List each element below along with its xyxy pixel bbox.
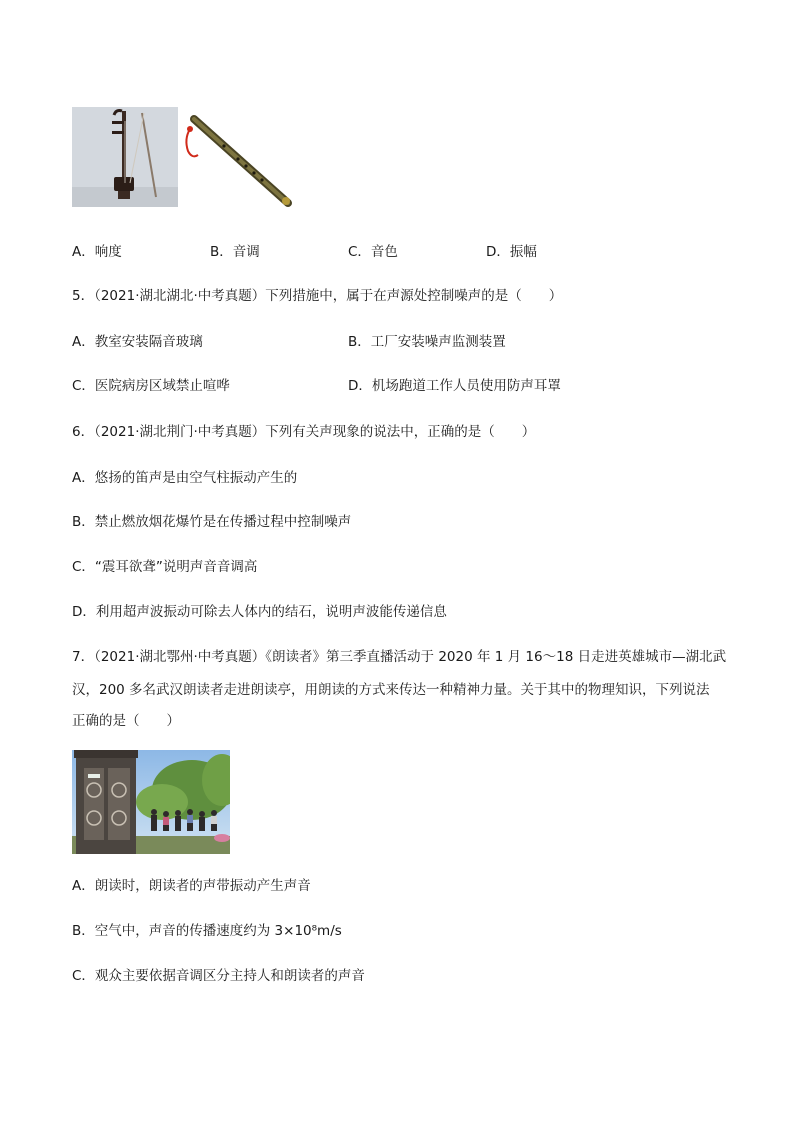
erhu-image [72, 107, 178, 207]
q5-option-b: B．工厂安装噪声监测装置 [348, 334, 506, 350]
q4-option-d: D．振幅 [486, 244, 537, 260]
q6-option-c: C．“震耳欲聋”说明声音音调高 [72, 559, 258, 575]
flute-illustration [180, 107, 294, 207]
q7-stem-line-1: 7．（2021·湖北鄂州·中考真题）《朗读者》第三季直播活动于 2020 年 1 月 16～18 日走进英雄城市—湖北武 [72, 649, 727, 665]
q5-option-c: C．医院病房区域禁止喧哗 [72, 378, 230, 394]
q7-option-a: A．朗读时，朗读者的声带振动产生声音 [72, 878, 311, 894]
q7-option-b: B．空气中，声音的传播速度约为 3×10⁸m/s [72, 923, 342, 939]
q5-option-a: A．教室安装隔音玻璃 [72, 334, 203, 350]
q6-option-d: D．利用超声波振动可除去人体内的结石，说明声波能传递信息 [72, 604, 447, 620]
reading-booth-image [72, 750, 230, 854]
q4-option-a: A．响度 [72, 244, 122, 260]
q6-option-a: A．悠扬的笛声是由空气柱振动产生的 [72, 470, 298, 486]
flute-image [180, 107, 294, 207]
reading-booth-illustration [72, 750, 230, 854]
q6-option-b: B．禁止燃放烟花爆竹是在传播过程中控制噪声 [72, 514, 352, 530]
erhu-illustration [72, 107, 178, 207]
q4-option-c: C．音色 [348, 244, 398, 260]
q7-stem-line-2: 汉，200 多名武汉朗读者走进朗读亭，用朗读的方式来传达一种精神力量。关于其中的物理知识，下列说法 [72, 682, 710, 698]
q6-stem: 6．（2021·湖北荆门·中考真题）下列有关声现象的说法中，正确的是（ ） [72, 424, 536, 440]
q5-stem: 5．（2021·湖北湖北·中考真题）下列措施中，属于在声源处控制噪声的是（ ） [72, 288, 563, 304]
q7-option-c: C．观众主要依据音调区分主持人和朗读者的声音 [72, 968, 365, 984]
q5-option-d: D．机场跑道工作人员使用防声耳罩 [348, 378, 561, 394]
q7-stem-line-3: 正确的是（ ） [72, 713, 180, 729]
q4-option-b: B．音调 [210, 244, 260, 260]
